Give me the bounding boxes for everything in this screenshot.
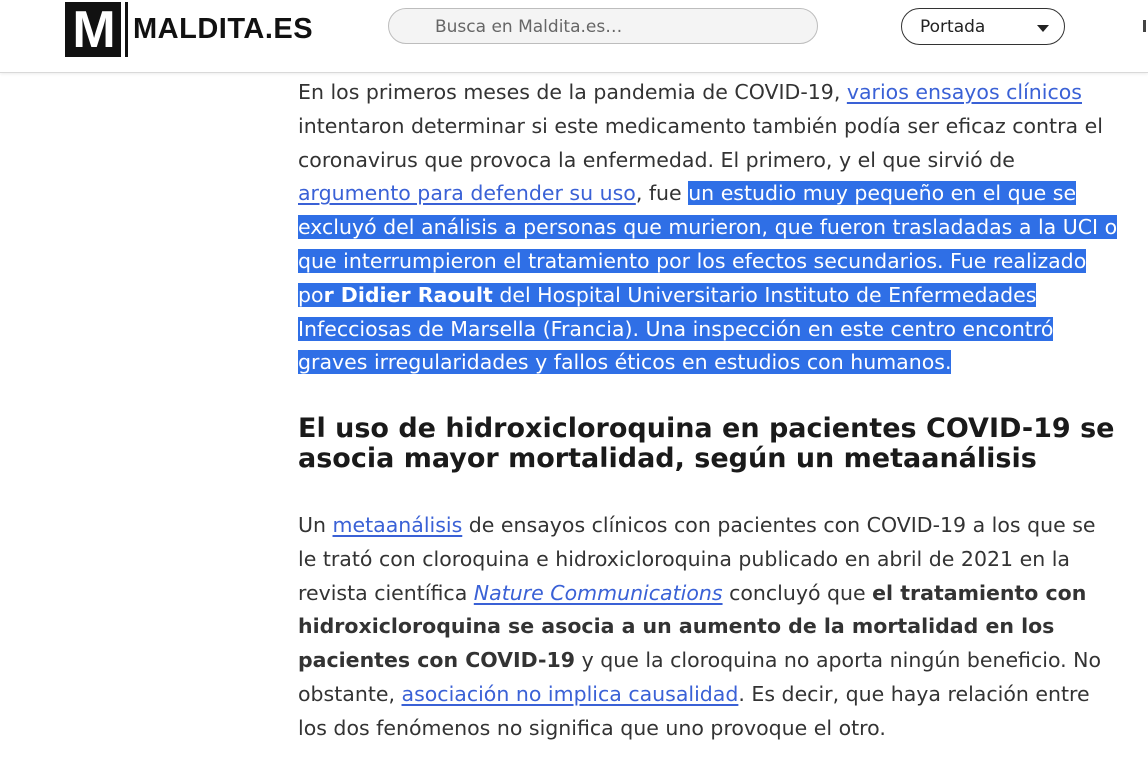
link-nature-communications[interactable] bbox=[474, 581, 723, 605]
paragraph-text: de ensayos clínicos con pacientes con COVID-19 a los que se le trató con cloroquina e hidroxicloroquina publicado en abril de 2021 en la revista científica bbox=[298, 513, 1096, 605]
search-box[interactable] bbox=[388, 8, 818, 44]
chevron-down-icon bbox=[1037, 25, 1049, 32]
section-select[interactable] bbox=[901, 8, 1065, 45]
site-header bbox=[0, 0, 1148, 73]
paragraph-text: intentaron determinar si este medicamento también podía ser eficaz contra el coronavirus que provoca la enfermedad. El primero, y el que sirvió de bbox=[298, 113, 1103, 172]
selected-text-part: del Hospital Universitario Instituto de Enfermedades Infecciosas de Marsella (Francia). Una inspección en este centro encontró graves irregularidades y fallos éticos en estudios con humanos. bbox=[298, 282, 1054, 375]
paragraph-text: Un bbox=[298, 513, 333, 537]
search-input[interactable] bbox=[433, 9, 807, 45]
link-argumento[interactable]: argumento para defender su uso bbox=[298, 181, 636, 206]
paragraph-text: y que la cloroquina no aporta ningún beneficio. No obstante, bbox=[298, 648, 1102, 706]
link-ensayos-clinicos[interactable]: varios ensayos clínicos bbox=[846, 80, 1082, 104]
paragraph-text: En los primeros meses de la pandemia de COVID-19, bbox=[298, 80, 847, 104]
section-select-value: Portada bbox=[920, 17, 986, 37]
selected-text-bold: r Didier Raoult bbox=[323, 282, 493, 307]
paragraph-bold: el tratamiento con hidroxicloroquina se asocia a un aumento de la mortalidad en los pacientes con COVID-19 bbox=[298, 580, 1087, 673]
paragraph-text: , fue bbox=[635, 181, 689, 206]
journal-name: Nature Communications bbox=[473, 580, 723, 605]
maldita-logo[interactable] bbox=[65, 2, 313, 57]
logo-wordmark: MALDITA.ES bbox=[133, 13, 314, 45]
paragraph-text: concluyó que bbox=[722, 580, 873, 605]
paragraph-clinical-trials bbox=[298, 76, 1118, 380]
logo-divider bbox=[125, 2, 128, 57]
paragraph-text: . Es decir, que haya relación entre los dos fenómenos no significa que uno provoque el otro. bbox=[298, 681, 1090, 740]
section-heading-wrap bbox=[298, 414, 1118, 474]
search-icon[interactable] bbox=[403, 17, 421, 35]
section-heading: El uso de hidroxicloroquina en pacientes COVID-19 se asocia mayor mortalidad, según un metaanálisis bbox=[298, 413, 1115, 474]
link-asociacion-causalidad[interactable]: asociación no implica causalidad bbox=[401, 681, 739, 706]
selected-text-part: un estudio muy pequeño en el que se excluyó del análisis a personas que murieron, que fueron trasladadas a la UCI o que interrumpieron el tratamiento por los efectos secundarios. Fue realizado po bbox=[298, 181, 1118, 307]
menu-icon[interactable] bbox=[1143, 20, 1146, 32]
selected-text bbox=[298, 181, 1117, 374]
paragraph-metaanalysis bbox=[298, 509, 1118, 746]
link-metaanalisis[interactable]: metaanálisis bbox=[332, 513, 463, 537]
logo-mark: M bbox=[65, 2, 121, 57]
